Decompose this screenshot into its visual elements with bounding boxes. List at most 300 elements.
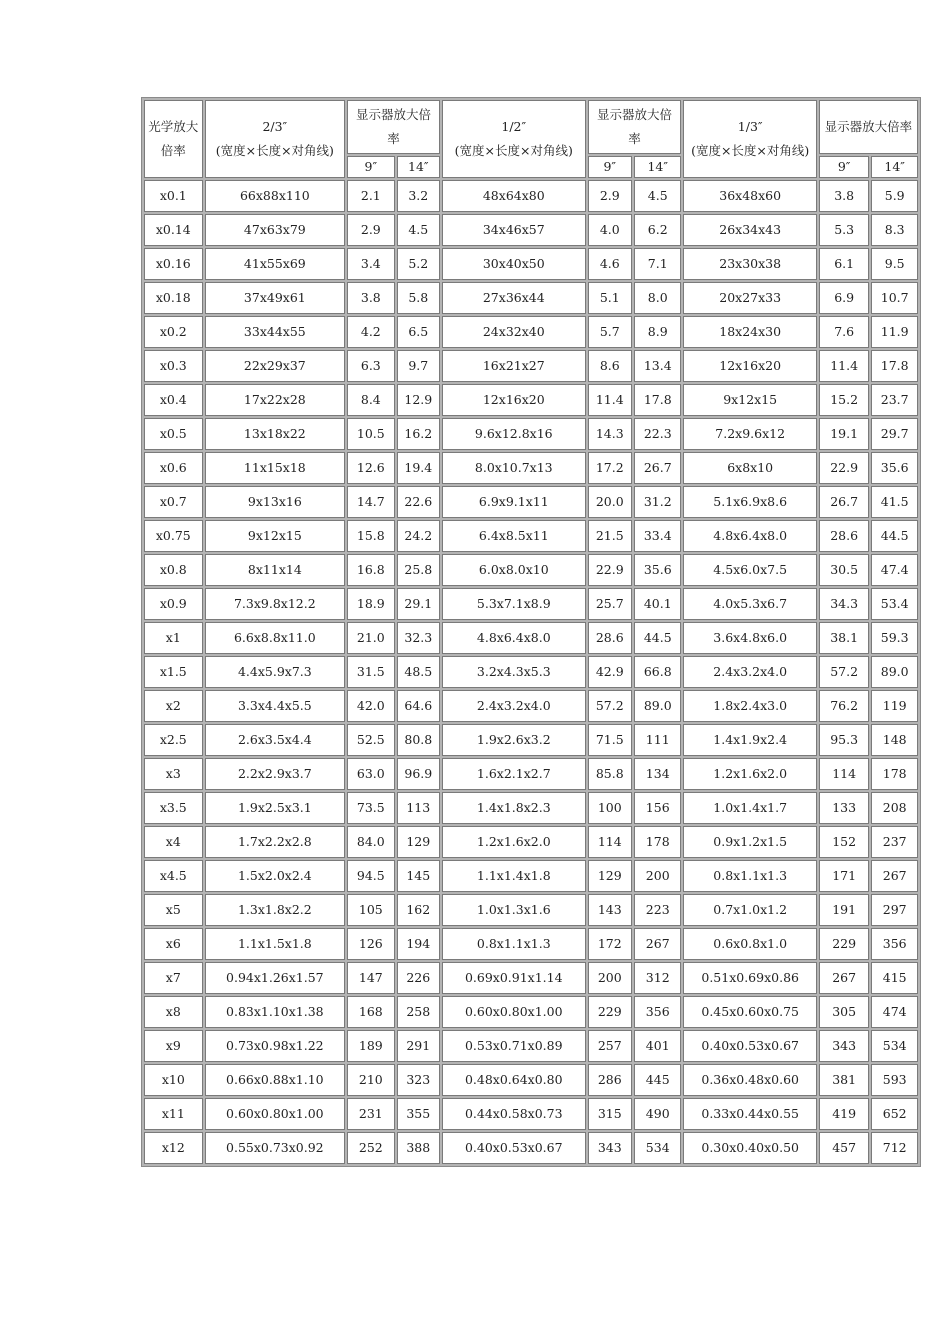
cell-mon9-1-3: 11.4 — [819, 350, 870, 382]
cell-mon9-1-3: 114 — [819, 758, 870, 790]
cell-dims-1-3: 12x16x20 — [683, 350, 816, 382]
cell-dims-1-3: 6x8x10 — [683, 452, 816, 484]
table-row — [144, 214, 918, 246]
cell-mon14-2-3: 113 — [397, 792, 440, 824]
cell-mon9-1-3: 28.6 — [819, 520, 870, 552]
cell-mon14-1-3: 35.6 — [871, 452, 918, 484]
cell-mon14-1-2: 40.1 — [634, 588, 682, 620]
cell-mon9-2-3: 252 — [347, 1132, 394, 1164]
cell-mon9-1-2: 85.8 — [588, 758, 632, 790]
cell-mon14-1-2: 267 — [634, 928, 682, 960]
cell-dims-1-3: 7.2x9.6x12 — [683, 418, 816, 450]
cell-mon9-1-3: 76.2 — [819, 690, 870, 722]
cell-dims-1-2: 1.9x2.6x3.2 — [442, 724, 586, 756]
cell-mon9-1-3: 38.1 — [819, 622, 870, 654]
cell-mon14-1-3: 59.3 — [871, 622, 918, 654]
cell-mon14-2-3: 258 — [397, 996, 440, 1028]
cell-dims-1-3: 4.0x5.3x6.7 — [683, 588, 816, 620]
cell-mon9-2-3: 168 — [347, 996, 394, 1028]
cell-mon9-1-2: 42.9 — [588, 656, 632, 688]
cell-mon9-1-3: 381 — [819, 1064, 870, 1096]
cell-dims-2-3: 0.83x1.10x1.38 — [205, 996, 345, 1028]
cell-dims-1-2: 30x40x50 — [442, 248, 586, 280]
cell-mon9-2-3: 8.4 — [347, 384, 394, 416]
cell-mon14-1-2: 7.1 — [634, 248, 682, 280]
cell-mon9-1-3: 419 — [819, 1098, 870, 1130]
cell-dims-1-2: 24x32x40 — [442, 316, 586, 348]
cell-mon9-1-3: 133 — [819, 792, 870, 824]
cell-mon14-2-3: 32.3 — [397, 622, 440, 654]
cell-magnification: x8 — [144, 996, 203, 1028]
table-row — [144, 860, 918, 892]
header-monitor-mag-3: 显示器放大倍率 — [819, 100, 918, 154]
cell-dims-1-2: 2.4x3.2x4.0 — [442, 690, 586, 722]
cell-mon14-1-2: 8.0 — [634, 282, 682, 314]
cell-mon14-2-3: 4.5 — [397, 214, 440, 246]
header-size-2-3 — [205, 100, 345, 178]
cell-mon14-1-3: 415 — [871, 962, 918, 994]
cell-mon14-2-3: 291 — [397, 1030, 440, 1062]
cell-mon14-2-3: 226 — [397, 962, 440, 994]
cell-magnification: x2 — [144, 690, 203, 722]
magnification-table — [141, 97, 921, 1167]
cell-dims-2-3: 9x13x16 — [205, 486, 345, 518]
cell-mon14-2-3: 5.2 — [397, 248, 440, 280]
cell-mon14-1-3: 44.5 — [871, 520, 918, 552]
cell-mon14-2-3: 129 — [397, 826, 440, 858]
cell-mon9-1-2: 14.3 — [588, 418, 632, 450]
cell-mon9-1-3: 26.7 — [819, 486, 870, 518]
cell-dims-2-3: 1.1x1.5x1.8 — [205, 928, 345, 960]
table-row — [144, 180, 918, 212]
cell-mon14-2-3: 12.9 — [397, 384, 440, 416]
cell-dims-2-3: 1.7x2.2x2.8 — [205, 826, 345, 858]
cell-dims-1-2: 0.8x1.1x1.3 — [442, 928, 586, 960]
cell-mon14-1-2: 200 — [634, 860, 682, 892]
table-row — [144, 928, 918, 960]
cell-dims-1-3: 0.45x0.60x0.75 — [683, 996, 816, 1028]
cell-mon14-2-3: 25.8 — [397, 554, 440, 586]
table-row — [144, 1030, 918, 1062]
cell-mon9-1-2: 17.2 — [588, 452, 632, 484]
table-row — [144, 384, 918, 416]
table-row — [144, 1098, 918, 1130]
cell-mon14-1-3: 119 — [871, 690, 918, 722]
sensor-size-label: 1/3″ — [737, 119, 763, 134]
cell-mon9-1-2: 11.4 — [588, 384, 632, 416]
cell-dims-1-2: 1.6x2.1x2.7 — [442, 758, 586, 790]
cell-dims-2-3: 1.3x1.8x2.2 — [205, 894, 345, 926]
cell-mon14-1-2: 401 — [634, 1030, 682, 1062]
cell-mon14-1-3: 534 — [871, 1030, 918, 1062]
cell-mon9-1-2: 114 — [588, 826, 632, 858]
cell-dims-2-3: 1.9x2.5x3.1 — [205, 792, 345, 824]
dimension-desc: (宽度×长度×对角线) — [215, 143, 334, 158]
cell-mon9-1-2: 143 — [588, 894, 632, 926]
cell-dims-1-3: 20x27x33 — [683, 282, 816, 314]
cell-mon9-1-3: 22.9 — [819, 452, 870, 484]
cell-mon9-1-2: 71.5 — [588, 724, 632, 756]
cell-mon9-2-3: 94.5 — [347, 860, 394, 892]
table-row — [144, 350, 918, 382]
cell-mon9-1-2: 257 — [588, 1030, 632, 1062]
cell-mon14-1-3: 237 — [871, 826, 918, 858]
cell-mon9-2-3: 73.5 — [347, 792, 394, 824]
cell-mon14-1-3: 47.4 — [871, 554, 918, 586]
cell-dims-1-2: 3.2x4.3x5.3 — [442, 656, 586, 688]
cell-mon14-2-3: 16.2 — [397, 418, 440, 450]
cell-mon9-1-3: 3.8 — [819, 180, 870, 212]
cell-mon14-2-3: 64.6 — [397, 690, 440, 722]
cell-mon9-1-2: 4.6 — [588, 248, 632, 280]
cell-mon9-1-2: 57.2 — [588, 690, 632, 722]
cell-mon9-1-3: 7.6 — [819, 316, 870, 348]
header-row-label: 光学放大倍率 — [144, 100, 203, 178]
table-row — [144, 724, 918, 756]
cell-mon14-2-3: 162 — [397, 894, 440, 926]
cell-mon9-1-3: 191 — [819, 894, 870, 926]
cell-mon9-2-3: 52.5 — [347, 724, 394, 756]
cell-magnification: x0.1 — [144, 180, 203, 212]
cell-magnification: x11 — [144, 1098, 203, 1130]
cell-dims-1-2: 12x16x20 — [442, 384, 586, 416]
cell-mon14-2-3: 194 — [397, 928, 440, 960]
cell-dims-1-2: 48x64x80 — [442, 180, 586, 212]
cell-magnification: x0.5 — [144, 418, 203, 450]
cell-mon14-1-3: 8.3 — [871, 214, 918, 246]
table-row — [144, 588, 918, 620]
table-row — [144, 690, 918, 722]
cell-mon14-1-2: 312 — [634, 962, 682, 994]
cell-dims-1-3: 0.51x0.69x0.86 — [683, 962, 816, 994]
cell-dims-1-2: 0.40x0.53x0.67 — [442, 1132, 586, 1164]
cell-mon9-1-2: 5.1 — [588, 282, 632, 314]
cell-dims-1-2: 0.60x0.80x1.00 — [442, 996, 586, 1028]
cell-mon14-1-2: 17.8 — [634, 384, 682, 416]
cell-dims-1-3: 4.8x6.4x8.0 — [683, 520, 816, 552]
cell-dims-1-3: 0.7x1.0x1.2 — [683, 894, 816, 926]
cell-magnification: x2.5 — [144, 724, 203, 756]
cell-mon14-1-2: 22.3 — [634, 418, 682, 450]
cell-mon9-2-3: 6.3 — [347, 350, 394, 382]
cell-dims-1-2: 9.6x12.8x16 — [442, 418, 586, 450]
cell-dims-1-3: 36x48x60 — [683, 180, 816, 212]
cell-mon14-1-3: 474 — [871, 996, 918, 1028]
cell-dims-1-3: 1.8x2.4x3.0 — [683, 690, 816, 722]
header-14in-1: 14″ — [397, 156, 440, 178]
cell-mon14-1-3: 712 — [871, 1132, 918, 1164]
header-14in-2: 14″ — [634, 156, 682, 178]
table-row — [144, 996, 918, 1028]
cell-dims-1-2: 27x36x44 — [442, 282, 586, 314]
cell-mon14-1-3: 10.7 — [871, 282, 918, 314]
table-row — [144, 894, 918, 926]
cell-dims-2-3: 0.94x1.26x1.57 — [205, 962, 345, 994]
cell-mon14-1-2: 26.7 — [634, 452, 682, 484]
cell-mon9-1-2: 20.0 — [588, 486, 632, 518]
cell-dims-1-3: 0.33x0.44x0.55 — [683, 1098, 816, 1130]
cell-dims-1-2: 1.2x1.6x2.0 — [442, 826, 586, 858]
cell-magnification: x1.5 — [144, 656, 203, 688]
cell-dims-2-3: 1.5x2.0x2.4 — [205, 860, 345, 892]
cell-mon9-1-3: 15.2 — [819, 384, 870, 416]
cell-mon9-1-3: 267 — [819, 962, 870, 994]
cell-dims-1-2: 4.8x6.4x8.0 — [442, 622, 586, 654]
cell-mon14-1-3: 356 — [871, 928, 918, 960]
cell-mon9-2-3: 31.5 — [347, 656, 394, 688]
cell-dims-1-2: 16x21x27 — [442, 350, 586, 382]
cell-dims-1-3: 0.6x0.8x1.0 — [683, 928, 816, 960]
cell-mon9-2-3: 42.0 — [347, 690, 394, 722]
cell-mon9-2-3: 210 — [347, 1064, 394, 1096]
cell-magnification: x3 — [144, 758, 203, 790]
dimension-desc: (宽度×长度×对角线) — [691, 143, 810, 158]
cell-magnification: x6 — [144, 928, 203, 960]
dimension-desc: (宽度×长度×对角线) — [454, 143, 573, 158]
cell-mon9-1-2: 100 — [588, 792, 632, 824]
header-9in-1: 9″ — [347, 156, 394, 178]
cell-mon14-1-3: 41.5 — [871, 486, 918, 518]
table-row — [144, 554, 918, 586]
cell-mon9-2-3: 12.6 — [347, 452, 394, 484]
cell-mon14-2-3: 9.7 — [397, 350, 440, 382]
cell-dims-1-3: 26x34x43 — [683, 214, 816, 246]
cell-mon9-2-3: 16.8 — [347, 554, 394, 586]
cell-mon9-1-2: 2.9 — [588, 180, 632, 212]
cell-mon9-1-2: 286 — [588, 1064, 632, 1096]
cell-mon9-1-2: 229 — [588, 996, 632, 1028]
cell-dims-1-2: 6.4x8.5x11 — [442, 520, 586, 552]
cell-dims-1-3: 5.1x6.9x8.6 — [683, 486, 816, 518]
cell-mon9-1-2: 8.6 — [588, 350, 632, 382]
cell-mon14-2-3: 388 — [397, 1132, 440, 1164]
cell-mon14-1-2: 156 — [634, 792, 682, 824]
cell-dims-2-3: 13x18x22 — [205, 418, 345, 450]
cell-dims-2-3: 17x22x28 — [205, 384, 345, 416]
cell-magnification: x0.6 — [144, 452, 203, 484]
cell-dims-1-2: 6.9x9.1x11 — [442, 486, 586, 518]
cell-magnification: x0.8 — [144, 554, 203, 586]
cell-dims-2-3: 11x15x18 — [205, 452, 345, 484]
cell-mon9-2-3: 4.2 — [347, 316, 394, 348]
cell-mon14-1-2: 8.9 — [634, 316, 682, 348]
cell-dims-2-3: 66x88x110 — [205, 180, 345, 212]
cell-magnification: x5 — [144, 894, 203, 926]
cell-mon9-1-3: 171 — [819, 860, 870, 892]
cell-dims-1-3: 0.9x1.2x1.5 — [683, 826, 816, 858]
cell-mon14-1-3: 208 — [871, 792, 918, 824]
cell-magnification: x0.14 — [144, 214, 203, 246]
cell-dims-2-3: 22x29x37 — [205, 350, 345, 382]
cell-mon9-1-3: 5.3 — [819, 214, 870, 246]
cell-mon9-1-3: 305 — [819, 996, 870, 1028]
table-row — [144, 758, 918, 790]
table-row — [144, 418, 918, 450]
cell-dims-1-3: 18x24x30 — [683, 316, 816, 348]
cell-dims-1-3: 2.4x3.2x4.0 — [683, 656, 816, 688]
table-body — [144, 180, 918, 1164]
cell-mon14-1-2: 445 — [634, 1064, 682, 1096]
cell-mon9-2-3: 15.8 — [347, 520, 394, 552]
cell-magnification: x0.4 — [144, 384, 203, 416]
cell-magnification: x1 — [144, 622, 203, 654]
cell-mon14-1-2: 134 — [634, 758, 682, 790]
cell-dims-2-3: 2.6x3.5x4.4 — [205, 724, 345, 756]
cell-magnification: x0.2 — [144, 316, 203, 348]
cell-mon9-1-2: 172 — [588, 928, 632, 960]
cell-mon14-2-3: 80.8 — [397, 724, 440, 756]
cell-dims-2-3: 0.55x0.73x0.92 — [205, 1132, 345, 1164]
cell-dims-1-3: 1.2x1.6x2.0 — [683, 758, 816, 790]
cell-dims-1-3: 0.40x0.53x0.67 — [683, 1030, 816, 1062]
cell-dims-1-3: 9x12x15 — [683, 384, 816, 416]
cell-dims-2-3: 9x12x15 — [205, 520, 345, 552]
cell-mon14-1-2: 178 — [634, 826, 682, 858]
cell-dims-2-3: 0.60x0.80x1.00 — [205, 1098, 345, 1130]
cell-mon9-1-2: 129 — [588, 860, 632, 892]
table-row — [144, 452, 918, 484]
cell-mon9-2-3: 3.4 — [347, 248, 394, 280]
cell-dims-1-3: 1.4x1.9x2.4 — [683, 724, 816, 756]
cell-mon9-1-3: 95.3 — [819, 724, 870, 756]
cell-mon14-2-3: 355 — [397, 1098, 440, 1130]
cell-mon9-1-3: 19.1 — [819, 418, 870, 450]
cell-dims-1-2: 34x46x57 — [442, 214, 586, 246]
cell-mon9-2-3: 3.8 — [347, 282, 394, 314]
cell-dims-1-3: 0.36x0.48x0.60 — [683, 1064, 816, 1096]
cell-dims-2-3: 4.4x5.9x7.3 — [205, 656, 345, 688]
table-row — [144, 520, 918, 552]
cell-magnification: x0.9 — [144, 588, 203, 620]
table-row — [144, 656, 918, 688]
cell-mon14-1-3: 9.5 — [871, 248, 918, 280]
cell-dims-2-3: 3.3x4.4x5.5 — [205, 690, 345, 722]
cell-mon9-2-3: 21.0 — [347, 622, 394, 654]
sensor-size-label: 1/2″ — [501, 119, 527, 134]
cell-mon9-1-2: 200 — [588, 962, 632, 994]
cell-dims-1-2: 1.1x1.4x1.8 — [442, 860, 586, 892]
cell-mon9-1-2: 22.9 — [588, 554, 632, 586]
cell-mon9-1-3: 34.3 — [819, 588, 870, 620]
header-9in-2: 9″ — [588, 156, 632, 178]
cell-dims-2-3: 0.73x0.98x1.22 — [205, 1030, 345, 1062]
cell-mon9-2-3: 84.0 — [347, 826, 394, 858]
cell-mon14-2-3: 19.4 — [397, 452, 440, 484]
header-size-1-2 — [442, 100, 586, 178]
cell-mon9-1-2: 5.7 — [588, 316, 632, 348]
cell-dims-1-3: 0.8x1.1x1.3 — [683, 860, 816, 892]
cell-dims-2-3: 0.66x0.88x1.10 — [205, 1064, 345, 1096]
cell-dims-1-3: 0.30x0.40x0.50 — [683, 1132, 816, 1164]
cell-mon14-1-2: 44.5 — [634, 622, 682, 654]
cell-mon14-1-2: 490 — [634, 1098, 682, 1130]
cell-mon9-2-3: 147 — [347, 962, 394, 994]
cell-mon9-1-3: 30.5 — [819, 554, 870, 586]
cell-dims-1-2: 0.69x0.91x1.14 — [442, 962, 586, 994]
cell-mon9-2-3: 126 — [347, 928, 394, 960]
header-monitor-mag-1: 显示器放大倍率 — [347, 100, 440, 154]
cell-magnification: x4 — [144, 826, 203, 858]
cell-mon9-2-3: 2.1 — [347, 180, 394, 212]
cell-magnification: x4.5 — [144, 860, 203, 892]
cell-mon14-2-3: 22.6 — [397, 486, 440, 518]
cell-mon14-1-2: 13.4 — [634, 350, 682, 382]
cell-mon9-1-3: 457 — [819, 1132, 870, 1164]
cell-mon14-1-2: 534 — [634, 1132, 682, 1164]
cell-mon9-2-3: 189 — [347, 1030, 394, 1062]
cell-dims-1-2: 6.0x8.0x10 — [442, 554, 586, 586]
cell-dims-2-3: 33x44x55 — [205, 316, 345, 348]
cell-mon9-1-3: 57.2 — [819, 656, 870, 688]
cell-mon14-1-3: 593 — [871, 1064, 918, 1096]
table-row — [144, 486, 918, 518]
cell-mon14-2-3: 5.8 — [397, 282, 440, 314]
cell-mon14-1-3: 89.0 — [871, 656, 918, 688]
header-row — [144, 100, 918, 154]
cell-mon14-1-3: 148 — [871, 724, 918, 756]
cell-mon14-1-3: 178 — [871, 758, 918, 790]
table-row — [144, 826, 918, 858]
cell-dims-1-3: 4.5x6.0x7.5 — [683, 554, 816, 586]
cell-mon9-1-2: 21.5 — [588, 520, 632, 552]
header-size-1-3 — [683, 100, 816, 178]
cell-mon14-1-3: 23.7 — [871, 384, 918, 416]
cell-mon9-2-3: 105 — [347, 894, 394, 926]
cell-dims-1-3: 3.6x4.8x6.0 — [683, 622, 816, 654]
cell-magnification: x0.3 — [144, 350, 203, 382]
cell-magnification: x9 — [144, 1030, 203, 1062]
cell-mon14-2-3: 3.2 — [397, 180, 440, 212]
cell-dims-2-3: 7.3x9.8x12.2 — [205, 588, 345, 620]
cell-mon14-2-3: 48.5 — [397, 656, 440, 688]
cell-mon14-1-3: 297 — [871, 894, 918, 926]
cell-dims-2-3: 6.6x8.8x11.0 — [205, 622, 345, 654]
cell-mon14-1-2: 31.2 — [634, 486, 682, 518]
cell-mon14-1-3: 267 — [871, 860, 918, 892]
table-row — [144, 792, 918, 824]
cell-mon14-1-2: 33.4 — [634, 520, 682, 552]
cell-dims-2-3: 8x11x14 — [205, 554, 345, 586]
cell-mon9-2-3: 63.0 — [347, 758, 394, 790]
table-row — [144, 622, 918, 654]
sensor-size-label: 2/3″ — [262, 119, 288, 134]
cell-mon14-2-3: 323 — [397, 1064, 440, 1096]
table-row — [144, 248, 918, 280]
cell-mon9-2-3: 18.9 — [347, 588, 394, 620]
cell-dims-1-3: 1.0x1.4x1.7 — [683, 792, 816, 824]
cell-mon14-1-2: 66.8 — [634, 656, 682, 688]
cell-dims-1-2: 0.53x0.71x0.89 — [442, 1030, 586, 1062]
cell-mon14-1-2: 223 — [634, 894, 682, 926]
cell-dims-1-3: 23x30x38 — [683, 248, 816, 280]
cell-dims-1-2: 0.44x0.58x0.73 — [442, 1098, 586, 1130]
cell-mon9-1-3: 152 — [819, 826, 870, 858]
cell-magnification: x0.18 — [144, 282, 203, 314]
cell-mon9-1-2: 28.6 — [588, 622, 632, 654]
cell-mon9-2-3: 2.9 — [347, 214, 394, 246]
cell-magnification: x12 — [144, 1132, 203, 1164]
cell-dims-1-2: 0.48x0.64x0.80 — [442, 1064, 586, 1096]
cell-dims-2-3: 47x63x79 — [205, 214, 345, 246]
cell-dims-1-2: 5.3x7.1x8.9 — [442, 588, 586, 620]
header-monitor-mag-2: 显示器放大倍率 — [588, 100, 682, 154]
cell-mon14-1-2: 111 — [634, 724, 682, 756]
cell-mon14-1-2: 35.6 — [634, 554, 682, 586]
table-row — [144, 962, 918, 994]
cell-mon14-2-3: 6.5 — [397, 316, 440, 348]
cell-mon14-1-3: 11.9 — [871, 316, 918, 348]
cell-dims-2-3: 37x49x61 — [205, 282, 345, 314]
